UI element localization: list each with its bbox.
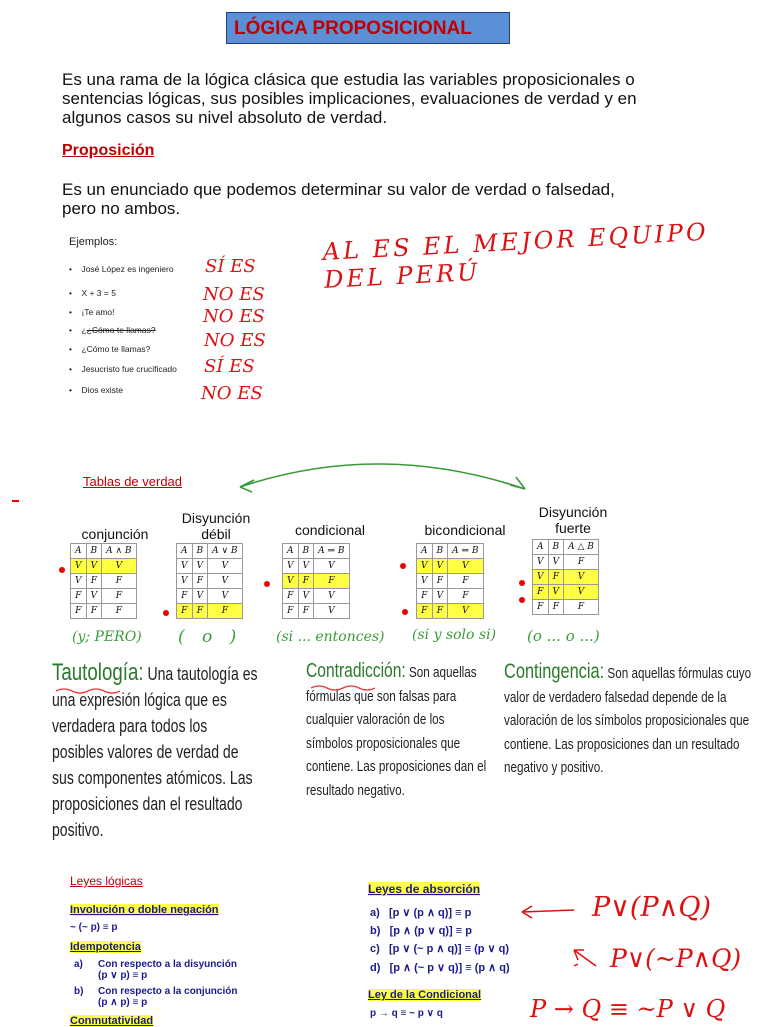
hw-note-1: SÍ ES xyxy=(205,256,256,277)
table-row: V V V xyxy=(417,559,484,574)
table-row: V F F xyxy=(283,574,350,589)
contradiccion-title: Contradicción: xyxy=(306,660,406,682)
table-row: F V V xyxy=(533,585,599,600)
red-underline xyxy=(54,686,130,694)
truth-table-conjuncion: A B A ∧ B V V V V F F F V F F F F xyxy=(70,543,137,619)
hw-absorcion-note-2: P∨(~P∧Q) xyxy=(610,944,742,973)
tabla-header-disyuncion-fuerte: Disyunción fuerte xyxy=(538,504,608,536)
red-dot xyxy=(519,580,525,586)
hw-note-conjuncion: (y; PERO) xyxy=(72,629,142,645)
absorcion-title: Leyes de absorción xyxy=(368,882,481,896)
idempotencia-title: Idempotencia xyxy=(70,941,141,953)
involucion-formula: ~ (~ p) ≡ p xyxy=(70,922,118,933)
tablas-heading: Tablas de verdad xyxy=(83,474,183,489)
def-contingencia xyxy=(504,660,766,780)
table-row: F F F xyxy=(533,600,599,615)
table-row: V F F xyxy=(71,574,137,589)
idempotencia-b-formula: (p ∧ p) ≡ p xyxy=(98,997,148,1008)
idempotencia-b-text: Con respecto a la conjunción xyxy=(98,986,238,997)
table-row: V F V xyxy=(177,574,243,589)
list-item: • X + 3 = 5 xyxy=(69,288,116,298)
table-row: V F F xyxy=(417,574,484,589)
hw-note-2: NO ES xyxy=(203,284,265,305)
truth-table-disyuncion-debil: A B A ∨ B V V V V F V F V V F F F xyxy=(176,543,243,619)
tautologia-text: Una tautología es una expresión lógica que es verdadera para todos los posibles valores de verdad de sus componentes atómicos. Las proposiciones dan el resultado positivo. xyxy=(52,664,258,840)
condicional-title: Ley de la Condicional xyxy=(368,989,482,1001)
condicional-formula: p → q ≡ ~ p ∨ q xyxy=(370,1008,443,1019)
red-dot xyxy=(400,563,406,569)
hw-note-bicondicional: (si y solo si) xyxy=(412,627,497,643)
proposicion-text: Es un enunciado que podemos determinar su valor de verdad o falsedad, pero no ambos. xyxy=(62,180,615,218)
hw-note-3: NO ES xyxy=(203,306,265,327)
table-row: V V F xyxy=(533,555,599,570)
involucion-title: Involución o doble negación xyxy=(70,904,219,916)
list-item: • ¡Te amo! xyxy=(69,307,115,317)
red-underline xyxy=(309,683,385,691)
table-row: F V V xyxy=(283,589,350,604)
proposicion-heading: Proposición xyxy=(62,142,155,159)
green-arrow xyxy=(230,455,540,500)
list-item: • Dios existe xyxy=(69,385,124,395)
table-row: V F V xyxy=(533,570,599,585)
red-dot xyxy=(519,597,525,603)
contradiccion-text: Son aquellas fórmulas que son falsas para cualquier valoración de los símbolos proposicionales que contiene. Las proposiciones dan el resultado negativo. xyxy=(306,664,487,799)
table-row: V V V xyxy=(283,559,350,574)
hw-note-disyuncion: ( o ) xyxy=(178,627,243,647)
hw-condicional-note: P → Q ≡ ~P ∨ Q xyxy=(530,995,726,1023)
hw-note-6: NO ES xyxy=(201,383,263,404)
red-dot xyxy=(163,610,169,616)
list-item: • ¿Cómo te llamas? xyxy=(69,344,151,354)
truth-table-disyuncion-fuerte: A B A △ B V V F V F V F V V F F F xyxy=(532,539,599,615)
absorcion-item-a: a) [p ∨ (p ∧ q)] ≡ p xyxy=(370,907,472,919)
absorcion-item-c: c) [p ∨ (~ p ∧ q)] ≡ (p ∨ q) xyxy=(370,943,510,955)
hw-absorcion-note-1: P∨(P∧Q) xyxy=(592,892,712,923)
table-row: F V F xyxy=(71,589,137,604)
tabla-header-conjuncion: conjunción xyxy=(81,526,149,542)
table-row: F F V xyxy=(283,604,350,619)
table-row: V V V xyxy=(177,559,243,574)
tabla-header-bicondicional: bicondicional xyxy=(424,522,506,538)
leyes-heading: Leyes lógicas xyxy=(70,874,143,888)
list-item: • ¿¿Cómo te llamas? xyxy=(69,325,156,335)
hw-arrows xyxy=(518,900,578,970)
table-row: V V V xyxy=(71,559,137,574)
hw-arrow-2 xyxy=(570,944,600,974)
idempotencia-a-text: Con respecto a la disyunción xyxy=(98,959,237,970)
page-title xyxy=(226,12,510,44)
absorcion-item-b: b) [p ∧ (p ∨ q)] ≡ p xyxy=(370,925,472,937)
tabla-header-condicional: condicional xyxy=(294,522,366,538)
table-row: F F F xyxy=(71,604,137,619)
idempotencia-a-label: a) xyxy=(74,959,83,970)
list-item: • Jesucristo fue crucificado xyxy=(69,364,177,374)
intro-paragraph: Es una rama de la lógica clásica que estudia las variables proposicionales o sentencias lógicas, sus posibles implicaciones, evaluaciones de verdad y en algunos casos su nivel absoluto de verdad. xyxy=(62,70,637,127)
hw-note-4: NO ES xyxy=(204,330,266,351)
truth-table-condicional: A B A ⇒ B V V V V F F F V V F F V xyxy=(282,543,350,619)
hw-note-disyuncion-fuerte: (o ... o ...) xyxy=(527,627,600,645)
hw-note-5: SÍ ES xyxy=(204,356,255,377)
idempotencia-b-label: b) xyxy=(74,986,84,997)
ejemplos-heading: Ejemplos: xyxy=(69,236,118,248)
table-row: F F V xyxy=(417,604,484,619)
page-title-text: LÓGICA PROPOSICIONAL xyxy=(234,18,472,39)
tabla-header-disyuncion-debil: Disyunción débil xyxy=(181,510,251,542)
hw-note-condicional: (si ... entonces) xyxy=(276,629,385,645)
idempotencia-a-formula: (p ∨ p) ≡ p xyxy=(98,970,148,981)
red-dot xyxy=(59,567,65,573)
truth-table-bicondicional: A B A ⇔ B V V V V F F F V F F F V xyxy=(416,543,484,619)
contingencia-title: Contingencia: xyxy=(504,660,605,683)
list-item: • José López es ingeniero xyxy=(69,264,174,274)
table-row: F F F xyxy=(177,604,243,619)
red-dot xyxy=(264,581,270,587)
table-row: F V F xyxy=(417,589,484,604)
red-dot xyxy=(402,609,408,615)
absorcion-item-d: d) [p ∧ (~ p ∨ q)] ≡ (p ∧ q) xyxy=(370,962,510,974)
table-row: F V V xyxy=(177,589,243,604)
red-dash xyxy=(12,500,19,502)
tautologia-title: Tautología: xyxy=(52,659,144,686)
hw-side-note: AL ES EL MEJOR EQUIPO DEL PERÚ xyxy=(322,217,710,294)
conmutatividad-title: Conmutatividad xyxy=(70,1015,154,1027)
contingencia-text: Son aquellas fórmulas cuyo valor de verdadero falsedad depende de la valoración de los símbolos proposicionales que contiene. Las proposiciones dan un resultado negativo y positivo. xyxy=(504,665,752,776)
